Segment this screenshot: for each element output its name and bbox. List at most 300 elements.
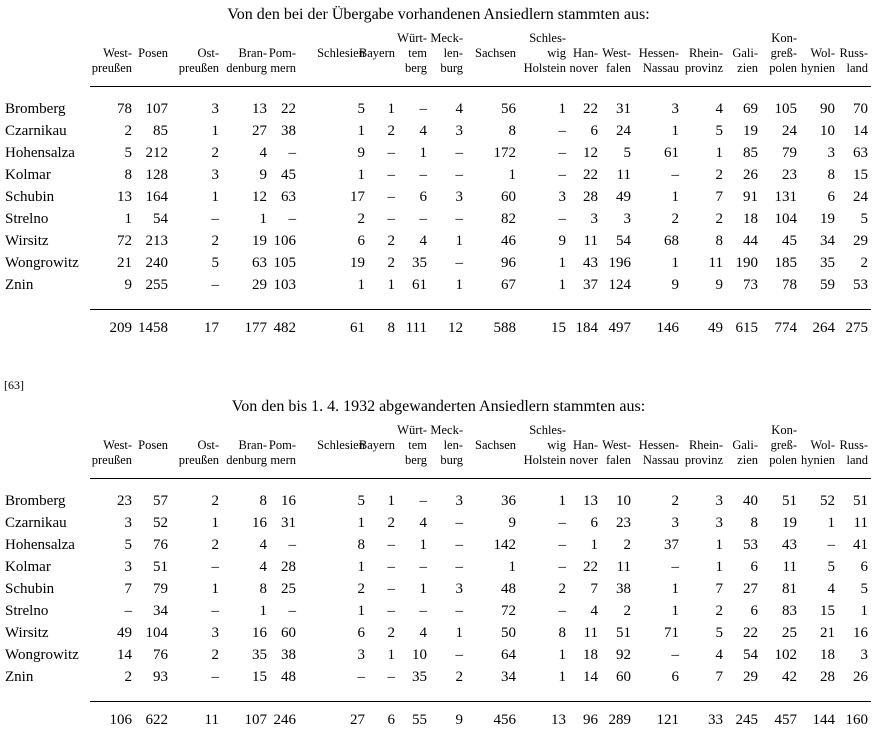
table-cell: 1 [558,101,566,117]
column-header [840,46,868,76]
table-cell: 1 [211,581,219,597]
table-cell: 54 [616,233,631,249]
table-cell: – [124,603,132,619]
page-marker: [63] [4,378,24,392]
table-cell: 51 [153,559,168,575]
row-label-czarnikau: Czarnikau [5,515,67,531]
total-cell: 264 [812,320,835,336]
column-header-line: Wol- [810,438,835,452]
table-cell: 92 [616,647,631,663]
table-cell: 25 [281,581,296,597]
table-cell: 1 [419,145,427,161]
column-header [639,46,679,76]
table-cell: 37 [583,277,598,293]
table-cell: 2 [671,493,679,509]
table-cell: 10 [820,123,835,139]
total-cell: 615 [735,320,758,336]
table-cell: 21 [820,625,835,641]
table-cell: 142 [493,537,516,553]
table-cell: 38 [616,581,631,597]
table-cell: 2 [387,233,395,249]
table-cell: 8 [750,515,758,531]
table-cell: 3 [455,581,463,597]
table-cell: 23 [782,167,797,183]
column-header-line: nover [569,61,598,75]
table-cell: 2 [211,647,219,663]
table-cell: 48 [281,669,296,685]
table-cell: 1 [860,603,868,619]
table-cell: 6 [357,625,365,641]
table-cell: 2 [387,123,395,139]
column-header-line: Schlesien [317,46,365,60]
table-cell: 34 [153,603,168,619]
table-cell: 71 [664,625,679,641]
table-cell: 1 [671,581,679,597]
table-cell: 1 [558,647,566,663]
column-header [317,46,365,61]
table-cell: 26 [853,669,868,685]
table-cell: 85 [153,123,168,139]
column-header [317,438,365,453]
table-cell: 105 [273,255,296,271]
column-header-line: Ost- [197,46,219,60]
total-cell: 107 [244,712,267,728]
total-cell: 11 [204,712,219,728]
table-cell: – [455,145,463,161]
column-header-line: hynien [800,453,835,467]
table-cell: 2 [671,211,679,227]
table-cell: 35 [412,669,427,685]
column-header [570,46,598,76]
table-cell: – [419,559,427,575]
table-cell: 12 [252,189,267,205]
table-cell: 9 [558,233,566,249]
table-cell: 52 [153,515,168,531]
table-cell: 22 [281,101,296,117]
table-cell: – [288,537,296,553]
column-header-line: Pom- [268,438,296,452]
column-header-line: provinz [684,61,723,75]
row-label-schubin: Schubin [5,189,55,205]
table-cell: 7 [715,669,723,685]
table-cell: 1 [357,559,365,575]
column-header [801,46,835,76]
table-cell: 16 [853,625,868,641]
table-cell: 4 [827,581,835,597]
table-cell: 28 [281,559,296,575]
table-cell: 28 [820,669,835,685]
column-header-line: falen [606,61,631,75]
table-cell: 2 [715,603,723,619]
table-cell: 42 [782,669,797,685]
column-header-line: len- [443,438,463,452]
column-header-line: Gali- [732,438,758,452]
table-cell: 1 [508,167,516,183]
column-header-line: zien [737,453,758,467]
table-cell: 1 [715,537,723,553]
total-cell: 12 [448,320,463,336]
table-cell: 38 [281,123,296,139]
table-cell: – [211,211,219,227]
total-cell: 457 [774,712,797,728]
row-label-wirsitz: Wirsitz [5,233,49,249]
column-header-line: West- [602,46,631,60]
table-cell: 5 [623,145,631,161]
total-cell: 49 [708,320,723,336]
table-cell: 13 [117,189,132,205]
total-cell: 209 [109,320,132,336]
row-label-hohensalza: Hohensalza [5,537,75,553]
table-cell: 1 [357,277,365,293]
column-header-line: Rhein- [688,438,723,452]
table-cell: 11 [583,233,598,249]
table-cell: 1 [508,559,516,575]
column-header-line: Han- [573,46,598,60]
table-cell: 9 [357,145,365,161]
table-cell: 22 [743,625,758,641]
table-cell: – [419,493,427,509]
column-header-line: Posen [138,46,168,60]
table-cell: 51 [616,625,631,641]
table-cell: 50 [501,625,516,641]
table-cell: 26 [743,167,758,183]
table-cell: 4 [455,101,463,117]
table-cell: 213 [145,233,168,249]
table-cell: 70 [853,101,868,117]
table-cell: 29 [853,233,868,249]
column-header-line: Holstein [523,61,566,75]
table-cell: 13 [583,493,598,509]
table-cell: 8 [715,233,723,249]
table-cell: 22 [583,559,598,575]
table-cell: – [387,189,395,205]
column-header-line: preußen [178,61,219,75]
table-cell: 24 [616,123,631,139]
table-cell: 1 [387,277,395,293]
table-cell: – [455,167,463,183]
table-cell: 185 [774,255,797,271]
table-cell: 54 [153,211,168,227]
table-cell: 1 [671,123,679,139]
table-cell: 79 [153,581,168,597]
column-header [269,46,296,76]
column-header [359,438,395,453]
table-cell: 172 [493,145,516,161]
column-header-line: berg [405,61,427,75]
table-cell: 10 [412,647,427,663]
table-cell: 61 [412,277,427,293]
table-cell: 96 [501,255,516,271]
table-cell: 1 [357,603,365,619]
table-cell: 6 [750,603,758,619]
total-cell: 622 [145,712,168,728]
table-cell: 7 [124,581,132,597]
table-cell: – [387,211,395,227]
table-cell: 4 [259,145,267,161]
table-cell: – [211,669,219,685]
table-cell: 6 [590,123,598,139]
column-header [397,31,427,76]
table-cell: 45 [782,233,797,249]
table-cell: 49 [117,625,132,641]
table-cell: 102 [774,647,797,663]
column-header-line: Hessen- [638,438,679,452]
table-cell: 29 [743,669,758,685]
table-cell: – [211,603,219,619]
column-header-line: Bayern [358,46,395,60]
total-cell: 497 [608,320,631,336]
table-cell: – [288,603,296,619]
table-cell: 43 [782,537,797,553]
table-cell: – [455,515,463,531]
table-cell: 22 [583,101,598,117]
column-header [769,423,797,468]
table-cell: – [211,559,219,575]
table-cell: – [558,167,566,183]
column-header [639,438,679,468]
table-cell: 5 [715,625,723,641]
column-header [769,31,797,76]
column-header-line: Russ- [839,438,868,452]
table-cell: 48 [501,581,516,597]
table-cell: 103 [273,277,296,293]
table-cell: 61 [664,145,679,161]
column-header-line: len- [443,46,463,60]
table-cell: 49 [616,189,631,205]
table-cell: 128 [145,167,168,183]
total-cell: 275 [845,320,868,336]
column-header [179,46,219,76]
table-cell: 1 [827,515,835,531]
table-cell: 12 [583,145,598,161]
table-cell: 8 [508,123,516,139]
table-cell: 6 [671,669,679,685]
column-header-line: provinz [684,453,723,467]
table-cell: – [671,167,679,183]
table-cell: 63 [281,189,296,205]
table-cell: 67 [501,277,516,293]
total-cell: 9 [455,712,463,728]
column-header-line: Bayern [358,438,395,452]
table-cell: 106 [273,233,296,249]
table-cell: 18 [743,211,758,227]
table-cell: 1 [671,255,679,271]
table-cell: 31 [281,515,296,531]
table-cell: 76 [153,537,168,553]
table-cell: 196 [608,255,631,271]
table-cell: 4 [259,559,267,575]
column-header [602,438,631,468]
total-cell: 146 [656,320,679,336]
table-cell: 34 [501,669,516,685]
table-cell: 18 [583,647,598,663]
row-label-wongrowitz: Wongrowitz [5,255,79,271]
column-header [430,423,463,468]
table-cell: 3 [455,189,463,205]
table-cell: 3 [211,625,219,641]
table-cell: 5 [827,559,835,575]
table-cell: 24 [782,123,797,139]
table-cell: 15 [853,167,868,183]
table-cell: 6 [590,515,598,531]
column-header-line: preußen [178,453,219,467]
table-cell: 44 [743,233,758,249]
table-cell: 82 [501,211,516,227]
column-header-line: Sachsen [475,438,516,452]
table-cell: – [419,211,427,227]
column-header-line: Nassau [642,61,679,75]
table-cell: 27 [252,123,267,139]
column-header [524,31,566,76]
total-cell: 246 [273,712,296,728]
column-header-line: wig [547,46,566,60]
table-cell: 16 [281,493,296,509]
table-cell: 6 [827,189,835,205]
table-cell: 22 [583,167,598,183]
table-cell: 6 [357,233,365,249]
table-cell: 2 [387,255,395,271]
table-cell: 14 [117,647,132,663]
column-header [570,438,598,468]
table-cell: 3 [455,123,463,139]
column-header-line: Kon- [771,31,797,45]
table-cell: 4 [419,625,427,641]
total-cell: 1458 [138,320,168,336]
column-header-line: greß- [770,46,797,60]
table-cell: 1 [455,277,463,293]
table-cell: 3 [623,211,631,227]
table-cell: 69 [743,101,758,117]
table-cell: 1 [211,123,219,139]
column-header-line: preußen [91,453,132,467]
column-header-line: wig [547,438,566,452]
total-cell: 121 [656,712,679,728]
table-cell: 79 [782,145,797,161]
table-cell: 190 [735,255,758,271]
totals-rule [90,701,871,702]
table-cell: 16 [252,625,267,641]
table-cell: 91 [743,189,758,205]
table-cell: 11 [782,559,797,575]
table-cell: 60 [501,189,516,205]
column-header-line: West- [103,438,132,452]
table-cell: 1 [558,255,566,271]
column-header-line: preußen [91,61,132,75]
total-cell: 8 [387,320,395,336]
table-cell: 1 [419,537,427,553]
table-cell: – [455,603,463,619]
table-cell: 8 [259,493,267,509]
column-header-line: Bran- [238,46,267,60]
total-cell: 144 [812,712,835,728]
table-cell: 40 [743,493,758,509]
table-cell: 15 [252,669,267,685]
table-cell: 19 [743,123,758,139]
table-cell: 14 [853,123,868,139]
table-cell: 3 [715,515,723,531]
table-cell: 1 [211,189,219,205]
table-cell: 3 [211,167,219,183]
table-cell: 31 [616,101,631,117]
table-cell: 28 [583,189,598,205]
table-cell: 8 [124,167,132,183]
column-header-line: mern [270,61,296,75]
table-cell: 3 [827,145,835,161]
table-cell: 6 [750,559,758,575]
column-header-line: Würt- [397,31,427,45]
table-cell: 11 [708,255,723,271]
table-cell: 19 [820,211,835,227]
column-header-line: burg [440,453,463,467]
table-cell: – [387,669,395,685]
table-cell: 19 [782,515,797,531]
table-cell: – [288,145,296,161]
table-cell: 78 [782,277,797,293]
table-cell: – [455,537,463,553]
table-cell: – [558,537,566,553]
column-header-line: Holstein [523,453,566,467]
table-cell: 2 [357,211,365,227]
table-cell: 1 [357,515,365,531]
table-cell: 3 [124,515,132,531]
table-cell: 2 [715,167,723,183]
table-cell: 23 [117,493,132,509]
table-cell: 1 [715,145,723,161]
table-cell: – [387,603,395,619]
column-header-line: Han- [573,438,598,452]
row-label-strelno: Strelno [5,211,49,227]
total-cell: 111 [405,320,427,336]
row-label-schubin: Schubin [5,581,55,597]
total-cell: 160 [845,712,868,728]
table-cell: 104 [145,625,168,641]
table-cell: 2 [211,145,219,161]
column-header-line: polen [769,453,797,467]
row-label-bromberg: Bromberg [5,493,66,509]
column-header-line: falen [606,453,631,467]
table-cell: 21 [117,255,132,271]
column-header-line: Meck- [430,423,463,437]
column-header-line: Pom- [268,46,296,60]
row-label-kolmar: Kolmar [5,167,51,183]
total-cell: 289 [608,712,631,728]
table-cell: 1 [387,647,395,663]
table-cell: 2 [623,537,631,553]
table-cell: 105 [774,101,797,117]
table-cell: 81 [782,581,797,597]
column-header-line: zien [737,61,758,75]
column-header-line: nover [569,453,598,467]
table-cell: 35 [412,255,427,271]
total-cell: 96 [583,712,598,728]
column-header [359,46,395,61]
table-cell: – [387,559,395,575]
column-header-line: greß- [770,438,797,452]
table-title: Von den bis 1. 4. 1932 abgewanderten Ansiedlern stammten aus: [231,398,646,415]
table-cell: 255 [145,277,168,293]
table-cell: 29 [252,277,267,293]
column-header [179,438,219,468]
table-cell: 3 [715,493,723,509]
table-cell: 3 [671,515,679,531]
column-header-line: denburg [226,61,267,75]
table-cell: 72 [501,603,516,619]
table-cell: 9 [259,167,267,183]
column-header-line: land [846,453,868,467]
table-cell: 3 [860,647,868,663]
table-cell: 3 [124,559,132,575]
table-cell: 76 [153,647,168,663]
